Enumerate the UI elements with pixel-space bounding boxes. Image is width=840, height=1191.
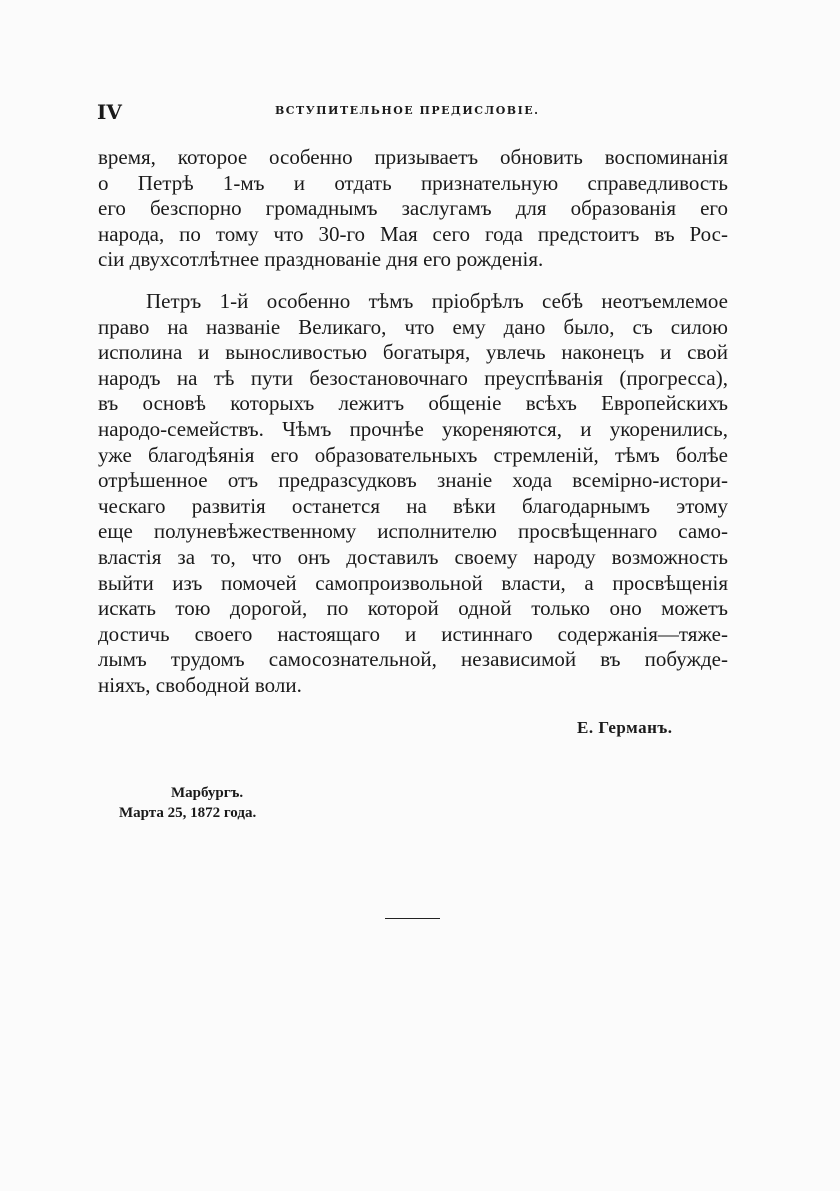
text-line: исполина и выносливостью богатыря, увлечь наконецъ и свой	[98, 340, 728, 365]
text-line: ніяхъ, свободной воли.	[98, 672, 302, 697]
text-line: властія за то, что онъ доставилъ своему народу возможность	[98, 544, 728, 569]
text-line: ческаго развитія останется на вѣки благодарнымъ этому	[98, 493, 728, 518]
text-line: отрѣшенное отъ предразсудковъ знаніе хода всемірно-истори-	[98, 468, 728, 493]
text-line: Петръ 1-й особенно тѣмъ пріобрѣлъ себѣ неотъемлемое	[146, 289, 728, 313]
paragraph-2	[98, 289, 728, 699]
text-line: искать тою дорогой, по которой одной только оно можетъ	[98, 596, 728, 621]
running-title: ВСТУПИТЕЛЬНОЕ ПРЕДИСЛОВІЕ.	[275, 104, 540, 117]
text-line: еще полуневѣжественному исполнителю просвѣщеннаго само-	[98, 519, 728, 544]
text-line: народо-семействъ. Чѣмъ прочнѣе укореняются, и укоренились,	[98, 416, 728, 441]
text-line: въ основѣ которыхъ лежитъ общеніе всѣхъ Европейскихъ	[98, 391, 728, 416]
text-line: сіи двухсотлѣтнее празднованіе дня его рожденія.	[98, 247, 544, 272]
text-line: народъ на тѣ пути безостановочнаго преуспѣванія (прогресса),	[98, 365, 728, 390]
page-number: IV	[97, 100, 122, 124]
date-line: Марта 25, 1872 года.	[119, 805, 257, 821]
text-line: время, которое особенно призываетъ обновить воспоминанія	[98, 145, 728, 169]
place-line: Марбургъ.	[171, 785, 244, 801]
text-line: лымъ трудомъ самосознательной, независимой въ побужде-	[98, 647, 728, 672]
author-signature: Е. Германъ.	[577, 718, 673, 737]
section-divider	[385, 918, 440, 919]
text-line: о Петрѣ 1-мъ и отдать признательную справедливость	[98, 170, 728, 195]
text-line: выйти изъ помочей самопроизвольной власти, а просвѣщенія	[98, 570, 728, 595]
text-line: достичь своего настоящаго и истиннаго содержанія—тяже-	[98, 621, 728, 646]
text-line: уже благодѣянія его образовательныхъ стремленій, тѣмъ болѣе	[98, 442, 728, 467]
text-line: его безспорно громаднымъ заслугамъ для образованія его	[98, 196, 728, 221]
paragraph-1	[98, 145, 728, 273]
text-line: право на названіе Великаго, что ему дано было, съ силою	[98, 314, 728, 339]
text-line: народа, по тому что 30-го Мая сего года предстоитъ въ Рос-	[98, 221, 728, 246]
